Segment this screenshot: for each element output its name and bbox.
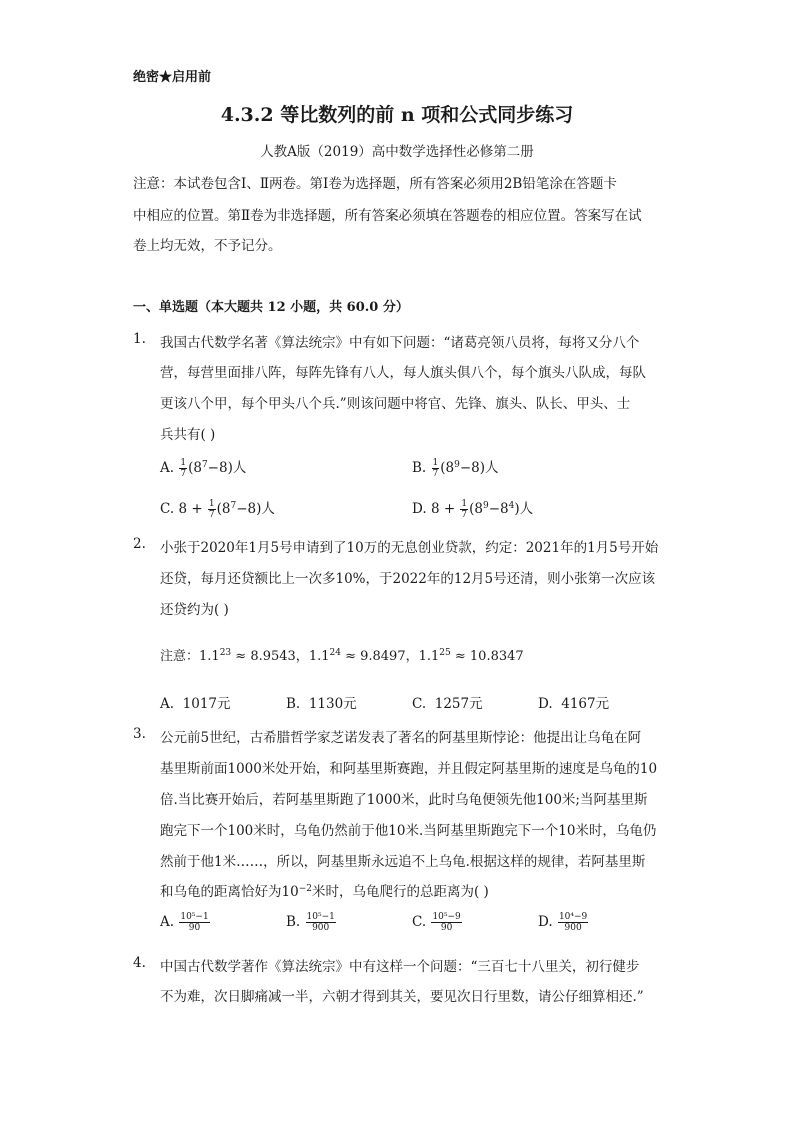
- option-text: 1017元: [182, 696, 231, 712]
- option-label: D.: [538, 914, 553, 930]
- fraction-denominator: 90: [188, 923, 201, 933]
- note-base: 1.1: [418, 649, 440, 664]
- fraction-numerator: 10⁵−1: [180, 912, 209, 922]
- option-text: 1130元: [308, 696, 357, 712]
- note-prefix: 注意：: [160, 649, 200, 664]
- option-text: (8: [188, 460, 202, 476]
- exponent: 24: [329, 648, 341, 658]
- question-text: 更该八个甲，每个甲头八个兵.”则该问题中将官、先锋、旗头、队长、甲头、士: [160, 396, 631, 412]
- exponent: 9: [483, 501, 489, 511]
- fraction-denominator: 7: [432, 469, 439, 479]
- option-label: D.: [412, 501, 427, 517]
- notice-line: 卷上均无效，不予记分。: [133, 238, 282, 254]
- note-base: 1.1: [199, 649, 220, 664]
- option-a[interactable]: [160, 456, 246, 479]
- option-label: A.: [160, 914, 175, 930]
- option-text: (8: [216, 501, 231, 517]
- option-a[interactable]: [160, 692, 231, 712]
- question-text: 兵共有( ): [160, 427, 216, 443]
- question-text: 我国古代数学名著《算法统宗》中有如下问题：“诸葛亮领八员将，每将又分八个: [160, 335, 640, 351]
- fraction-numerator: 1: [461, 499, 468, 509]
- fraction: [431, 912, 461, 933]
- option-text: 8 +: [178, 501, 207, 517]
- note-value: ≈ 9.8497，: [340, 649, 419, 664]
- notice-line: 中相应的位置。第Ⅱ卷为非选择题，所有答案必须填在答题卷的相应位置。答案写在试: [133, 208, 642, 224]
- fraction: [179, 458, 187, 479]
- exponent: −2: [298, 884, 312, 894]
- fraction-numerator: 1: [208, 499, 215, 509]
- fraction-numerator: 1: [432, 458, 439, 468]
- question-text: 营，每营里面排八阵，每阵先锋有八人，每人旗头俱八个，每个旗头八队成，每队: [160, 365, 646, 381]
- question-text-part: 米时，乌龟爬行的总距离为( ): [311, 884, 489, 900]
- note-value: ≈ 8.9543，: [231, 649, 309, 664]
- option-label: D.: [538, 696, 553, 712]
- notice-line: 注意：本试卷包含Ⅰ、Ⅱ两卷。第Ⅰ卷为选择题，所有答案必须用2B铅笔涂在答题卡: [133, 176, 617, 192]
- question-text: 中国古代数学著作《算法统宗》中有这样一个问题：“三百七十八里关，初行健步: [160, 959, 640, 975]
- option-label: C.: [412, 696, 427, 712]
- question-number: 4.: [133, 955, 146, 971]
- option-label: C.: [160, 501, 175, 517]
- exponent: 7: [230, 501, 237, 511]
- page-title: 4.3.2 等比数列的前 n 项和公式同步练习: [220, 104, 574, 126]
- option-text: −8)人: [459, 460, 499, 476]
- option-text: −8)人: [236, 501, 275, 517]
- fraction-numerator: 1: [180, 458, 187, 468]
- option-label: B.: [286, 914, 301, 930]
- option-b[interactable]: [286, 692, 357, 712]
- option-text: 1257元: [434, 696, 483, 712]
- option-text: 8 +: [430, 501, 460, 517]
- option-b[interactable]: [412, 456, 499, 479]
- fraction-numerator: 10⁵−9: [432, 912, 461, 922]
- exponent: 23: [219, 648, 232, 658]
- fraction: [460, 499, 468, 520]
- question-text: 倍.当比赛开始后，若阿基里斯跑了1000米，此时乌龟便领先他100米;当阿基里斯: [160, 792, 648, 808]
- option-label: B.: [286, 696, 301, 712]
- exponent: 25: [439, 648, 451, 658]
- fraction-denominator: 900: [312, 923, 330, 933]
- fraction-denominator: 7: [180, 469, 187, 479]
- question-text: [160, 880, 489, 900]
- note-value: ≈ 10.8347: [450, 649, 524, 664]
- option-text: −8: [488, 501, 509, 517]
- question-text: 基里斯前面1000米处开始，和阿基里斯赛跑，并且假定阿基里斯的速度是乌龟的10: [160, 761, 658, 777]
- confidential-mark: 绝密★启用前: [133, 70, 212, 85]
- option-c[interactable]: [412, 912, 463, 933]
- option-d[interactable]: [412, 497, 533, 520]
- exponent: 7: [201, 460, 208, 470]
- fraction-denominator: 90: [440, 923, 453, 933]
- fraction-numerator: 10⁴−9: [558, 912, 588, 922]
- question-text-part: 和乌龟的距离恰好为10: [160, 884, 299, 900]
- question-text: 还贷约为( ): [160, 602, 229, 618]
- fraction: [306, 912, 336, 933]
- approximation-note: [160, 645, 524, 664]
- option-text: (8: [469, 501, 484, 517]
- fraction-denominator: 900: [564, 923, 582, 933]
- option-label: C.: [412, 914, 427, 930]
- question-text: 不为难，次日脚痛减一半，六朝才得到其关，要见次日行里数，请公仔细算相还.”: [160, 989, 644, 1005]
- question-text: 小张于2020年1月5号申请到了10万的无息创业贷款，约定：2021年的1月5号开始: [160, 540, 659, 556]
- fraction-denominator: 7: [208, 510, 215, 520]
- option-text: )人: [514, 501, 534, 517]
- question-text: 还贷，每月还贷额比上一次多10%，于2022年的12月5号还清，则小张第一次应该: [160, 571, 656, 587]
- question-number: 2.: [133, 536, 146, 552]
- fraction: [179, 912, 209, 933]
- exponent: 9: [454, 460, 460, 470]
- fraction: [558, 912, 588, 933]
- question-text: 公元前5世纪，古希腊哲学家芝诺发表了著名的阿基里斯悖论：他提出让乌龟在阿: [160, 730, 642, 746]
- option-b[interactable]: [286, 912, 337, 933]
- option-text: (8: [440, 460, 455, 476]
- note-base: 1.1: [308, 649, 330, 664]
- option-c[interactable]: [160, 497, 275, 520]
- option-label: A.: [160, 460, 175, 476]
- question-number: 3.: [133, 726, 146, 742]
- page-subtitle: 人教A版（2019）高中数学选择性必修第二册: [260, 144, 534, 160]
- exponent: 4: [508, 501, 515, 511]
- section-heading: 一、单选题（本大题共 12 小题，共 60.0 分）: [133, 300, 409, 315]
- option-label: B.: [412, 460, 427, 476]
- fraction-numerator: 10⁵−1: [306, 912, 335, 922]
- fraction: [208, 499, 216, 520]
- question-text: 然前于他1米……，所以，阿基里斯永远追不上乌龟.根据这样的规律，若阿基里斯: [160, 854, 646, 870]
- question-text: 跑完下一个100米时，乌龟仍然前于他10米.当阿基里斯跑完下一个10米时，乌龟仍: [160, 823, 657, 839]
- option-text: −8)人: [207, 460, 247, 476]
- option-c[interactable]: [412, 692, 483, 712]
- question-number: 1.: [133, 331, 146, 347]
- fraction: [432, 458, 440, 479]
- option-label: A.: [160, 696, 175, 712]
- option-a[interactable]: [160, 912, 211, 933]
- fraction-denominator: 7: [461, 510, 468, 520]
- option-text: 4167元: [561, 696, 610, 712]
- option-d[interactable]: [538, 692, 609, 712]
- option-d[interactable]: [538, 912, 589, 933]
